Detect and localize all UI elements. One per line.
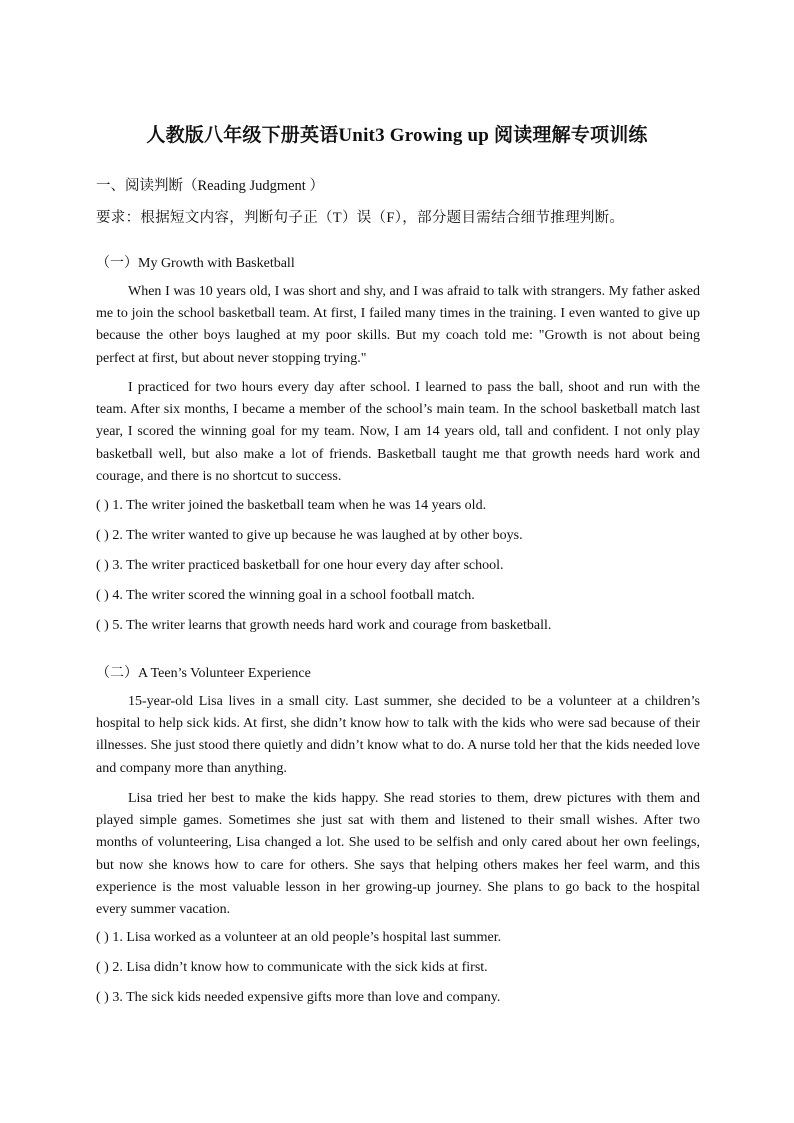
passage-1-question-4: ( ) 4. The writer scored the winning goal in a school football match. [96,588,475,603]
passage-1-paragraph-1: When I was 10 years old, I was short and shy, and I was afraid to talk with strangers. My father asked me to join the school basketball team. At first, I failed many times in the training. I even wanted to give up because the other boys laughed at my poor skills. But my coach told me: "Growth is not about being perfect at first, but about never stopping trying." [96,284,700,366]
passage-2-paragraph-2: Lisa tried her best to make the kids happy. She read stories to them, drew pictures with them and played simple games. Sometimes she just sat with them and listened to their small wishes. After two months of volunteering, Lisa changed a lot. She used to be selfish and only cared about her own feelings, but now she knows how to care for others. She says that helping others makes her feel warm, and this experience is the most valuable lesson in her growing-up journey. She plans to go back to the hospital every summer vacation. [96,791,700,918]
section-heading: 一、阅读判断（Reading Judgment ） [96,178,324,194]
passage-2-question-3: ( ) 3. The sick kids needed expensive gifts more than love and company. [96,990,501,1005]
passage-1-question-2: ( ) 2. The writer wanted to give up because he was laughed at by other boys. [96,528,523,543]
requirement-text: 要求：根据短文内容，判断句子正（T）误（F），部分题目需结合细节推理判断。 [96,210,625,226]
passage-1-title: （一）My Growth with Basketball [96,256,295,271]
passage-2-question-1: ( ) 1. Lisa worked as a volunteer at an old people’s hospital last summer. [96,930,502,945]
passage-1-question-1: ( ) 1. The writer joined the basketball team when he was 14 years old. [96,498,487,513]
passage-2-question-2: ( ) 2. Lisa didn’t know how to communicate with the sick kids at first. [96,960,488,975]
passage-2-title: （二）A Teen’s Volunteer Experience [96,666,311,681]
passage-1-question-5: ( ) 5. The writer learns that growth needs hard work and courage from basketball. [96,618,552,633]
document-title: 人教版八年级下册英语Unit3 Growing up 阅读理解专项训练 [146,125,648,146]
passage-2-paragraph-1: 15-year-old Lisa lives in a small city. Last summer, she decided to be a volunteer at a children’s hospital to help sick kids. At first, she didn’t know how to talk with the kids who were sad because of their illnesses. She just stood there quietly and didn’t know what to do. A nurse told her that the kids needed love and company more than anything. [96,694,700,776]
passage-1-paragraph-2: I practiced for two hours every day after school. I learned to pass the ball, shoot and run with the team. After six months, I became a member of the school’s main team. In the school basketball match last year, I scored the winning goal for my team. Now, I am 14 years old, tall and confident. I not only play basketball well, but also make a lot of friends. Basketball taught me that growth needs hard work and courage, and there is no shortcut to success. [96,380,700,484]
passage-1-question-3: ( ) 3. The writer practiced basketball for one hour every day after school. [96,558,504,573]
